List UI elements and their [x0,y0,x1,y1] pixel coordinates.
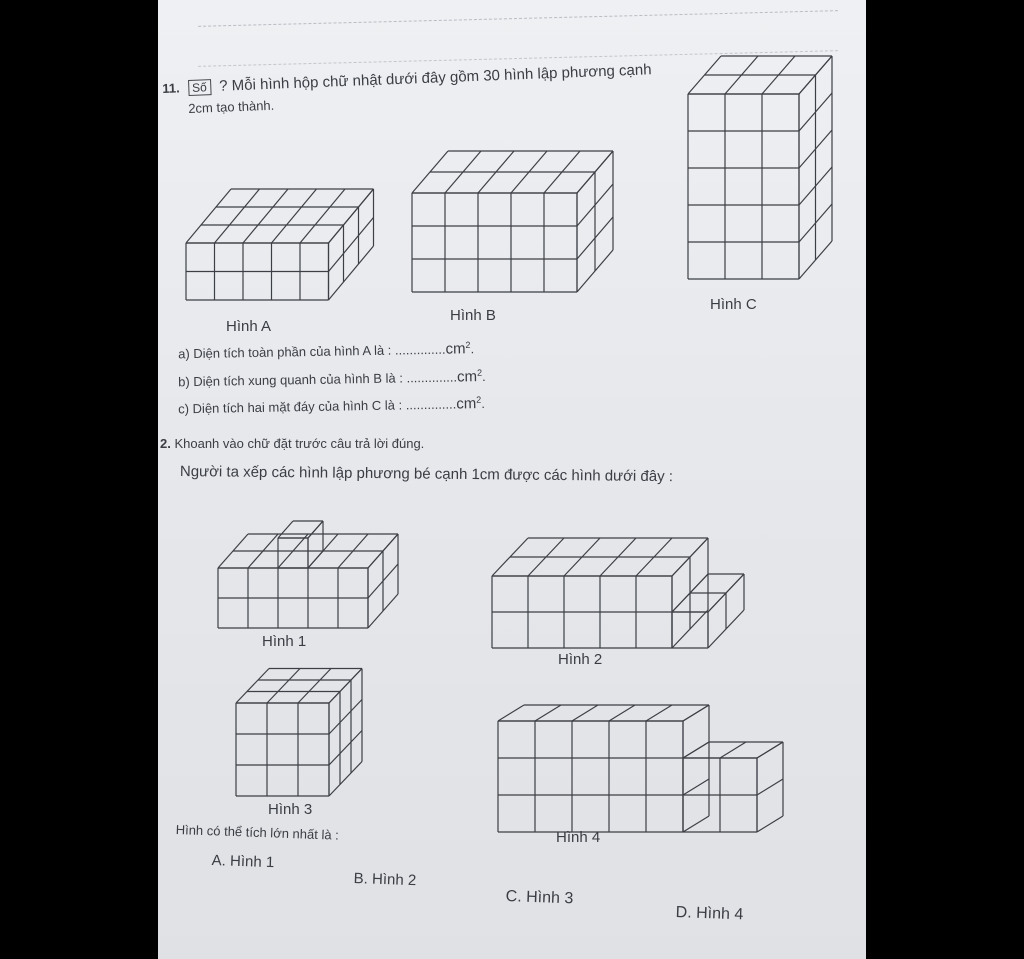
cube-edge [646,705,672,721]
q11-c-text: c) Diện tích hai mặt đáy của hình C là : [178,397,403,417]
cube-edge [298,669,331,704]
cube-edge [683,816,709,832]
period-b: . [481,368,486,385]
answer-blank-b[interactable]: .............. [406,369,458,386]
label-hinh-4: Hình 4 [556,829,601,846]
q12-number: 2. [160,436,171,451]
cube-edge [186,189,231,243]
cube-edge [267,669,300,704]
cube-edge [757,779,783,795]
q11-number: 11. [162,80,180,96]
option-d[interactable]: D. Hình 4 [675,904,744,924]
cube-edge [329,218,374,272]
cube-edge [236,669,269,704]
cube-edge [329,246,374,300]
cube-edge [329,189,374,243]
label-hinh-c: Hình C [710,296,757,313]
cube-edge [243,189,288,243]
cube-edge [535,705,561,721]
option-c[interactable]: C. Hình 3 [505,888,574,908]
cube-edge [720,742,746,758]
unit-c: cm [456,395,477,413]
unit-exp-c: 2 [476,394,482,405]
cube-edge [329,731,362,766]
cube-edge [308,521,323,538]
cube-edge [329,669,362,704]
q11-b-text: b) Diện tích xung quanh của hình B là : [178,370,404,390]
worksheet-page [158,0,866,959]
dotted-line [198,50,838,67]
figure-hinh-c [686,66,836,281]
cube-edge [329,700,362,735]
period-c: . [481,395,486,412]
cube-edge [683,779,709,795]
cube-edge [272,189,317,243]
cube-edge [572,705,598,721]
label-hinh-b: Hình B [450,307,496,324]
cube-edge [300,189,345,243]
cube-edge [609,705,635,721]
figure-hinh-b [410,144,620,294]
q12-header [160,436,424,451]
label-hinh-3: Hình 3 [268,801,313,818]
figure-hinh-3 [234,656,369,801]
unit-exp-b: 2 [476,367,483,378]
option-a[interactable]: A. Hình 1 [211,852,275,872]
unit-exp-a: 2 [465,339,471,350]
q12-question: Hình có thể tích lớn nhất là : [175,822,340,843]
q11-line2: 2cm tạo thành. [188,97,275,116]
figure-hinh-2 [490,528,760,653]
figure-hinh-a [184,182,374,302]
unit-a: cm [445,340,466,358]
answer-blank-a[interactable]: .............. [394,341,446,358]
figure-hinh-4 [496,692,786,837]
cube-edge [757,742,783,758]
cube-edge [329,762,362,797]
cube-edge [757,816,783,832]
label-hinh-2: Hình 2 [558,651,603,668]
cube-edge [683,742,709,758]
q11-part-b [178,368,486,391]
cube-edge [308,551,323,568]
q11-a-text: a) Diện tích toàn phần của hình A là : [178,342,392,362]
cube-edge [683,705,709,721]
cube-edge [498,705,524,721]
answer-blank-c[interactable]: .............. [405,396,457,413]
q11-part-a [178,340,474,362]
dotted-line [198,10,838,27]
cube-edge [215,189,260,243]
q12-line2: Người ta xếp các hình lập phương bé cạnh 1cm được các hình dưới đây : [179,463,674,486]
q12-line1: Khoanh vào chữ đặt trước câu trả lời đúng. [174,436,425,451]
label-hinh-1: Hình 1 [262,633,307,650]
period-a: . [470,341,475,357]
option-b[interactable]: B. Hình 2 [353,870,417,890]
cube-edge [278,521,293,538]
q11-line1: ? Mỗi hình hộp chữ nhật dưới đây gồm 30 hình lập phương cạnh [218,61,652,95]
unit-b: cm [456,368,478,386]
q11-part-c [178,395,485,418]
label-hinh-a: Hình A [226,318,272,335]
q11-header [162,61,652,98]
q11-tag: Số [188,79,211,96]
figure-hinh-1 [216,490,416,635]
